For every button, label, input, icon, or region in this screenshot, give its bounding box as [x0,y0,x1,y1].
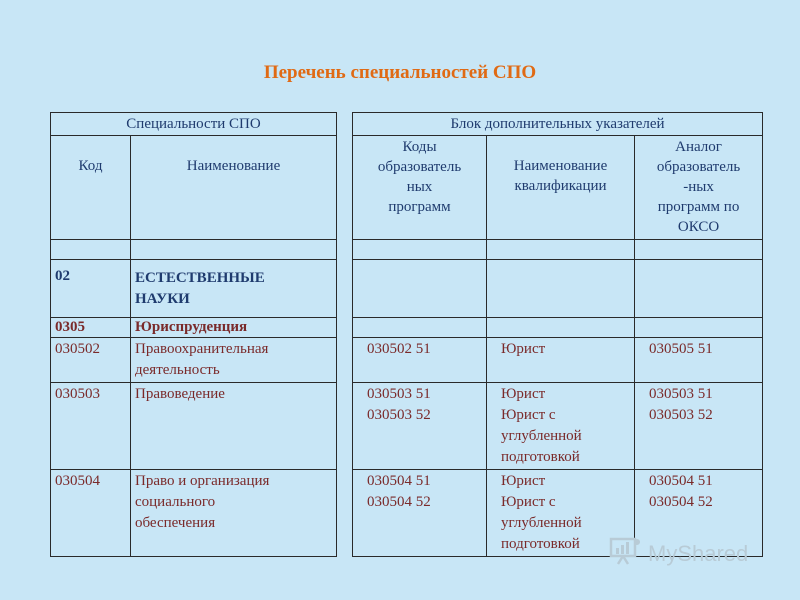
watermark-text: MyShared [648,541,749,566]
row-qualifications: Юрист [487,338,635,383]
group-header-additional: Блок дополнительных указателей [353,113,763,136]
row-program-codes: 030503 51 030503 52 [353,383,487,470]
table-row [51,260,763,318]
row-name: Правоохранительная деятельность [131,338,337,383]
row-okso: 030505 51 [635,338,763,383]
row-code: 030503 [51,383,131,470]
row-code: 030504 [51,470,131,557]
column-header-program-codes: Коды образователь ных программ [353,136,487,240]
column-header-code: Код [51,136,131,240]
table-row [51,383,763,470]
row-code: 02 [51,260,131,318]
table-row [51,338,763,383]
row-qualifications: Юрист Юрист с углубленной подготовкой [487,470,635,557]
row-name: Правоведение [131,383,337,470]
presentation-board-icon [608,536,642,572]
row-okso: 030503 51 030503 52 [635,383,763,470]
column-header-okso: Аналог образователь -ных программ по ОКСО [635,136,763,240]
row-name: Право и организация социального обеспечения [131,470,337,557]
slide-title: Перечень специальностей СПО [263,62,537,83]
row-okso: 030504 51 030504 52 [635,470,763,557]
column-header-qualification: Наименование квалификации [487,136,635,240]
row-qualifications: Юрист Юрист с углубленной подготовкой [487,383,635,470]
row-name: Юриспруденция [131,318,337,338]
row-code: 0305 [51,318,131,338]
row-program-codes: 030502 51 [353,338,487,383]
spacer-row [51,240,763,260]
specialties-table [50,112,763,557]
row-code: 030502 [51,338,131,383]
column-header-name: Наименование [131,136,337,240]
row-name: ЕСТЕСТВЕННЫЕ НАУКИ [131,260,337,318]
table-row [51,318,763,338]
watermark [608,538,748,570]
row-program-codes: 030504 51 030504 52 [353,470,487,557]
group-header-specialties: Специальности СПО [51,113,337,136]
